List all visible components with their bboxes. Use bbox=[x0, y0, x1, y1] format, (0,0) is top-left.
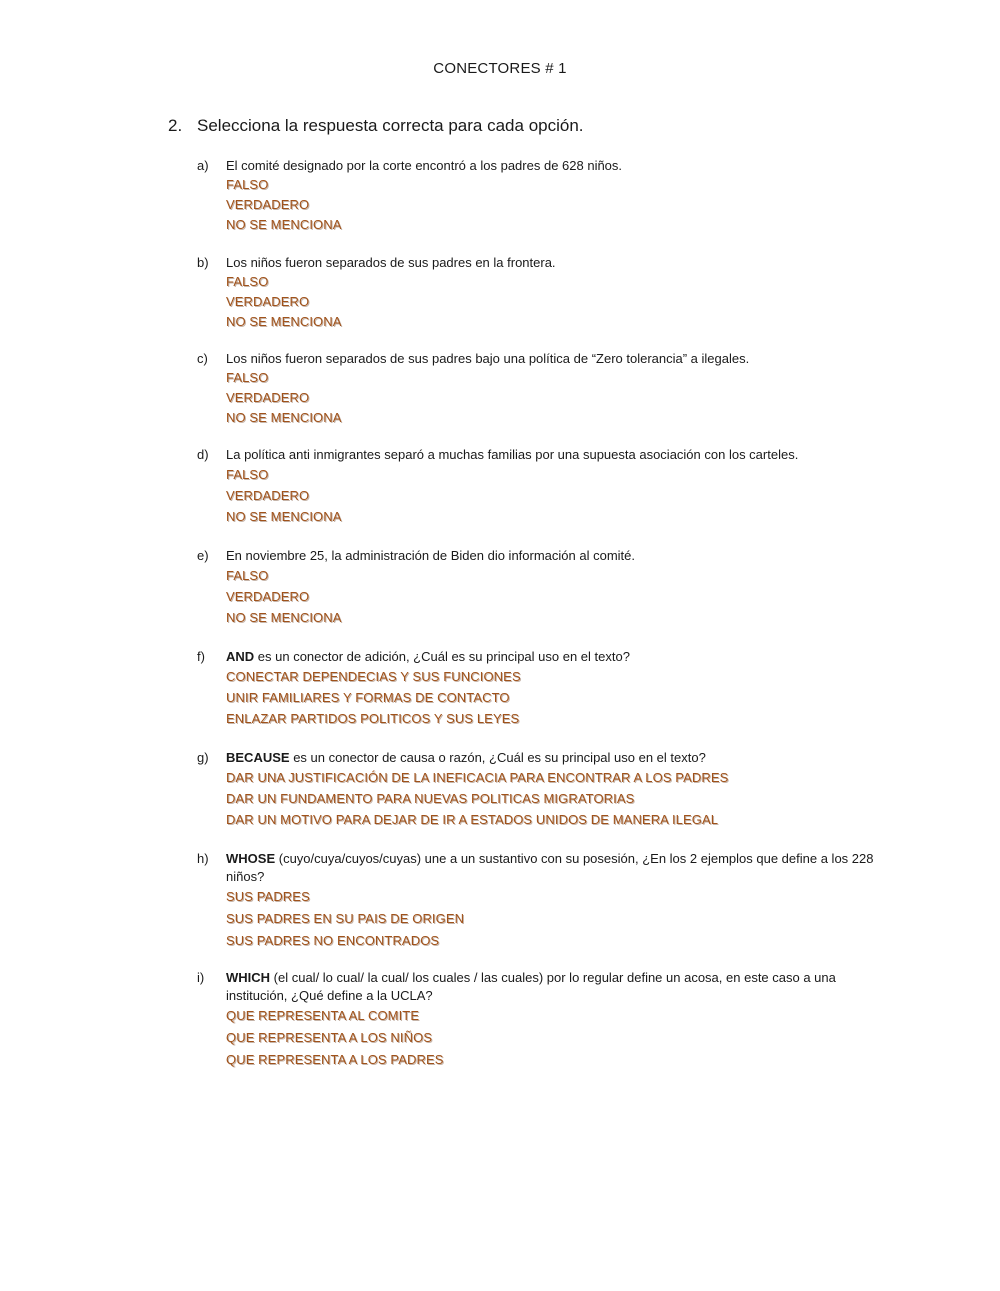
question-text: WHICH (el cual/ lo cual/ la cual/ los cuales / las cuales) por lo regular define un acosa, en este caso a una institución, ¿Qué define a la UCLA? bbox=[226, 970, 836, 1003]
option-falso[interactable]: FALSO bbox=[226, 274, 269, 289]
question-keyword: AND bbox=[226, 649, 255, 664]
option-falso[interactable]: FALSO bbox=[226, 467, 269, 482]
question-c bbox=[197, 350, 877, 428]
option-1[interactable]: CONECTAR DEPENDECIAS Y SUS FUNCIONES bbox=[226, 669, 521, 684]
option-verdadero[interactable]: VERDADERO bbox=[226, 488, 310, 503]
options-list bbox=[226, 368, 877, 428]
instruction-text: Selecciona la respuesta correcta para cada opción. bbox=[197, 116, 584, 135]
options-list bbox=[226, 767, 877, 830]
option-2[interactable]: SUS PADRES EN SU PAIS DE ORIGEN bbox=[226, 911, 465, 926]
option-3[interactable]: DAR UN MOTIVO PARA DEJAR DE IR A ESTADOS UNIDOS DE MANERA ILEGAL bbox=[226, 812, 719, 827]
option-3[interactable]: QUE REPRESENTA A LOS PADRES bbox=[226, 1052, 444, 1067]
option-verdadero[interactable]: VERDADERO bbox=[226, 197, 310, 212]
option-no-se-menciona[interactable]: NO SE MENCIONA bbox=[226, 610, 342, 625]
question-b bbox=[197, 254, 877, 332]
options-list bbox=[226, 886, 877, 952]
document-title: CONECTORES # 1 bbox=[433, 60, 567, 77]
option-2[interactable]: QUE REPRESENTA A LOS NIÑOS bbox=[226, 1030, 433, 1045]
question-d bbox=[197, 446, 877, 527]
option-no-se-menciona[interactable]: NO SE MENCIONA bbox=[226, 217, 342, 232]
option-verdadero[interactable]: VERDADERO bbox=[226, 589, 310, 604]
question-text: AND es un conector de adición, ¿Cuál es su principal uso en el texto? bbox=[226, 649, 630, 664]
option-no-se-menciona[interactable]: NO SE MENCIONA bbox=[226, 410, 342, 425]
question-text: BECAUSE es un conector de causa o razón, ¿Cuál es su principal uso en el texto? bbox=[226, 750, 706, 765]
option-2[interactable]: DAR UN FUNDAMENTO PARA NUEVAS POLITICAS MIGRATORIAS bbox=[226, 791, 635, 806]
option-3[interactable]: ENLAZAR PARTIDOS POLITICOS Y SUS LEYES bbox=[226, 711, 520, 726]
options-list bbox=[226, 464, 877, 527]
options-list bbox=[226, 175, 877, 235]
option-1[interactable]: DAR UNA JUSTIFICACIÓN DE LA INEFICACIA PARA ENCONTRAR A LOS PADRES bbox=[226, 770, 729, 785]
option-falso[interactable]: FALSO bbox=[226, 568, 269, 583]
options-list bbox=[226, 272, 877, 332]
option-falso[interactable]: FALSO bbox=[226, 177, 269, 192]
question-letter: e) bbox=[197, 548, 209, 563]
question-text: En noviembre 25, la administración de Biden dio información al comité. bbox=[226, 548, 635, 563]
question-keyword: WHICH bbox=[226, 970, 271, 985]
option-verdadero[interactable]: VERDADERO bbox=[226, 390, 310, 405]
options-list bbox=[226, 565, 877, 628]
question-text: Los niños fueron separados de sus padres en la frontera. bbox=[226, 255, 556, 270]
question-letter: h) bbox=[197, 851, 209, 866]
option-falso[interactable]: FALSO bbox=[226, 370, 269, 385]
question-text: Los niños fueron separados de sus padres bajo una política de “Zero tolerancia” a ilegales. bbox=[226, 351, 750, 366]
question-letter: i) bbox=[197, 970, 205, 985]
question-i bbox=[197, 969, 877, 1071]
option-1[interactable]: SUS PADRES bbox=[226, 889, 310, 904]
instruction-number: 2. bbox=[168, 116, 183, 135]
options-list bbox=[226, 666, 877, 729]
instruction bbox=[168, 116, 584, 136]
question-letter: g) bbox=[197, 750, 209, 765]
question-text: El comité designado por la corte encontró a los padres de 628 niños. bbox=[226, 158, 623, 173]
question-g bbox=[197, 749, 877, 830]
options-list bbox=[226, 1005, 877, 1071]
option-no-se-menciona[interactable]: NO SE MENCIONA bbox=[226, 314, 342, 329]
question-a bbox=[197, 157, 877, 235]
option-1[interactable]: QUE REPRESENTA AL COMITE bbox=[226, 1008, 420, 1023]
option-verdadero[interactable]: VERDADERO bbox=[226, 294, 310, 309]
question-letter: a) bbox=[197, 158, 209, 173]
option-no-se-menciona[interactable]: NO SE MENCIONA bbox=[226, 509, 342, 524]
question-e bbox=[197, 547, 877, 628]
question-keyword: BECAUSE bbox=[226, 750, 290, 765]
question-h bbox=[197, 850, 877, 952]
question-text: WHOSE (cuyo/cuya/cuyos/cuyas) une a un sustantivo con su posesión, ¿En los 2 ejemplos que define a los 228 niños? bbox=[226, 851, 874, 884]
question-letter: f) bbox=[197, 649, 205, 664]
question-letter: c) bbox=[197, 351, 208, 366]
question-keyword: WHOSE bbox=[226, 851, 276, 866]
question-letter: b) bbox=[197, 255, 209, 270]
option-3[interactable]: SUS PADRES NO ENCONTRADOS bbox=[226, 933, 440, 948]
option-2[interactable]: UNIR FAMILIARES Y FORMAS DE CONTACTO bbox=[226, 690, 510, 705]
question-text: La política anti inmigrantes separó a muchas familias por una supuesta asociación con los carteles. bbox=[226, 447, 799, 462]
question-letter: d) bbox=[197, 447, 209, 462]
question-f bbox=[197, 648, 877, 729]
